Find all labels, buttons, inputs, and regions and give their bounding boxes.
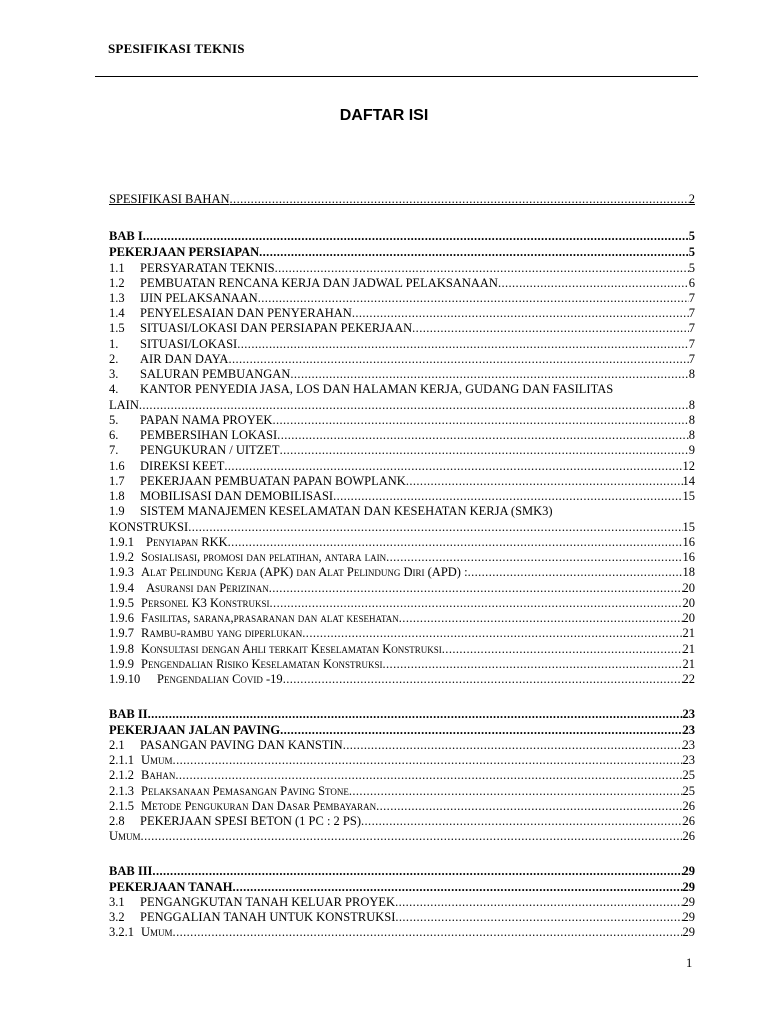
toc-page-number: 9	[688, 443, 695, 457]
toc-entry[interactable]: 1.9.4 Asuransi dan Perizinan ..... 20	[109, 581, 695, 596]
toc-entry[interactable]: 2.1.3 Pelaksanaan Pemasangan Paving Stone ..... 25	[109, 784, 695, 799]
dot-leader	[283, 672, 683, 687]
dot-leader	[442, 642, 683, 657]
toc-entry[interactable]: LAIN ..... 8	[109, 398, 695, 413]
dot-leader	[280, 443, 689, 458]
toc-page-number: 6	[688, 276, 695, 290]
toc-page-number: 15	[682, 489, 695, 503]
dot-leader	[269, 581, 683, 596]
toc-entry[interactable]: BAB III ..... 29	[109, 864, 695, 879]
toc-entry[interactable]: PEKERJAAN TANAH ..... 29	[109, 880, 695, 895]
toc-entry[interactable]: 1.9.2 Sosialisasi, promosi dan pelatihan, antara lain ..... 16	[109, 550, 695, 565]
toc-entry[interactable]: 2.1.2 Bahan ..... 25	[109, 768, 695, 783]
toc-page-number: 22	[682, 672, 695, 686]
dot-leader	[148, 707, 683, 722]
toc-entry[interactable]: 7. PENGUKURAN / UITZET ..... 9	[109, 443, 695, 458]
toc-page-number: 26	[682, 829, 695, 843]
toc-page-number: 23	[682, 723, 695, 737]
toc-page-number: 7	[688, 306, 695, 320]
toc-entry[interactable]: 2.8 PEKERJAAN SPESI BETON (1 PC : 2 PS) ..... 26	[109, 814, 695, 829]
dot-leader	[343, 738, 683, 753]
dot-leader	[412, 321, 689, 336]
dot-leader	[349, 784, 683, 799]
toc-entry[interactable]: PEKERJAAN JALAN PAVING ..... 23	[109, 723, 695, 738]
toc-page-number: 29	[682, 910, 695, 924]
toc-page-number: 7	[688, 321, 695, 335]
toc-page-number: 7	[688, 291, 695, 305]
toc-page-number: 8	[688, 413, 695, 427]
toc-page-number: 5	[688, 261, 695, 275]
toc-page-number: 20	[682, 596, 695, 610]
dot-leader	[333, 489, 682, 504]
toc-entry[interactable]: BAB II ..... 23	[109, 707, 695, 722]
dot-leader	[280, 723, 682, 738]
dot-leader	[376, 799, 682, 814]
dot-leader	[188, 520, 682, 535]
dot-leader	[383, 657, 683, 672]
toc-page-number: 29	[682, 925, 695, 939]
dot-leader	[270, 596, 683, 611]
toc-entry[interactable]: 5. PAPAN NAMA PROYEK ..... 8	[109, 413, 695, 428]
toc-entry[interactable]: 6. PEMBERSIHAN LOKASI ..... 8	[109, 428, 695, 443]
toc-page-number: 26	[682, 799, 695, 813]
dot-leader	[258, 291, 689, 306]
toc-page-number: 16	[682, 535, 695, 549]
dot-leader	[468, 565, 683, 580]
toc-page-number: 7	[688, 352, 695, 366]
dot-leader	[152, 864, 682, 879]
toc-page-number: 2	[688, 192, 695, 206]
toc-page-number: 20	[682, 581, 695, 595]
toc-page-number: 29	[682, 864, 695, 878]
dot-leader	[302, 626, 682, 641]
toc-entry[interactable]: 1. SITUASI/LOKASI ..... 7	[109, 337, 695, 352]
toc-entry[interactable]: 1.8 MOBILISASI DAN DEMOBILISASI ..... 15	[109, 489, 695, 504]
dot-leader	[275, 261, 689, 276]
toc-page-number: 21	[682, 626, 695, 640]
toc-page-number: 23	[682, 753, 695, 767]
toc-page-number: 29	[682, 895, 695, 909]
toc-entry[interactable]: SPESIFIKASI BAHAN ..... 2	[109, 192, 695, 207]
dot-leader	[224, 459, 682, 474]
dot-leader	[143, 229, 689, 244]
toc-page-number: 25	[682, 784, 695, 798]
page-number: 1	[686, 956, 693, 970]
toc-page-number: 21	[682, 642, 695, 656]
dot-leader	[230, 192, 689, 207]
dot-leader	[395, 895, 682, 910]
dot-leader	[237, 337, 689, 352]
toc-entry[interactable]: 3.2 PENGGALIAN TANAH UNTUK KONSTRUKSI ..... 29	[109, 910, 695, 925]
toc-page-number: 25	[682, 768, 695, 782]
toc-entry[interactable]: PEKERJAAN PERSIAPAN ..... 5	[109, 245, 695, 260]
dot-leader	[228, 535, 683, 550]
dot-leader	[406, 474, 683, 489]
toc-entry[interactable]: 1.4 PENYELESAIAN DAN PENYERAHAN ..... 7	[109, 306, 695, 321]
toc-page-number: 16	[682, 550, 695, 564]
toc-entry[interactable]: 1.3 IJIN PELAKSANAAN ..... 7	[109, 291, 695, 306]
toc-entry[interactable]: 1.9.1 Penyiapan RKK ..... 16	[109, 535, 695, 550]
toc-entry[interactable]: 3.2.1 Umum ..... 29	[109, 925, 695, 940]
toc-entry[interactable]: 1.5 SITUASI/LOKASI DAN PERSIAPAN PEKERJAAN ..... 7	[109, 321, 695, 336]
dot-leader	[259, 245, 689, 260]
toc-page-number: 5	[688, 229, 695, 243]
dot-leader	[139, 398, 689, 413]
toc-page-number: 29	[682, 880, 695, 894]
toc-entry[interactable]: 2. AIR DAN DAYA ..... 7	[109, 352, 695, 367]
toc-page-number: 21	[682, 657, 695, 671]
dot-leader	[175, 768, 682, 783]
toc-entry[interactable]: BAB I ..... 5	[109, 229, 695, 244]
running-header-title: SPESIFIKASI TEKNIS	[108, 41, 245, 56]
toc-entry[interactable]: 1.9.3 Alat Pelindung Kerja (APK) dan Alat Pelindung Diri (APD) : ..... 18	[109, 565, 695, 580]
toc-entry[interactable]: 1.1 PERSYARATAN TEKNIS ..... 5	[109, 261, 695, 276]
dot-leader	[233, 880, 683, 895]
dot-leader	[228, 352, 688, 367]
toc-page-number: 18	[682, 565, 695, 579]
toc-page-number: 5	[688, 245, 695, 259]
toc-page-number: 8	[688, 367, 695, 381]
toc-entry[interactable]: KONSTRUKSI ..... 15	[109, 520, 695, 535]
toc-entry-wrapped[interactable]: 4. KANTOR PENYEDIA JASA, LOS DAN HALAMAN KERJA, GUDANG DAN FASILITAS	[109, 382, 614, 396]
toc-entry[interactable]: 1.9.10 Pengendalian Covid -19 ..... 22	[109, 672, 695, 687]
dot-leader	[498, 276, 689, 291]
toc-page-number: 12	[682, 459, 695, 473]
dot-leader	[290, 367, 688, 382]
dot-leader	[173, 753, 683, 768]
dot-leader	[386, 550, 682, 565]
dot-leader	[272, 413, 688, 428]
toc-entry[interactable]: 1.9.5 Personel K3 Konstruksi ..... 20	[109, 596, 695, 611]
header-divider	[95, 76, 698, 77]
dot-leader	[277, 428, 689, 443]
dot-leader	[173, 925, 683, 940]
toc-page-number: 14	[682, 474, 695, 488]
toc-page-number: 23	[682, 707, 695, 721]
toc-entry[interactable]: Umum ..... 26	[109, 829, 695, 844]
toc-entry-wrapped[interactable]: 1.9 SISTEM MANAJEMEN KESELAMATAN DAN KESEHATAN KERJA (SMK3)	[109, 504, 553, 518]
page-title: DAFTAR ISI	[339, 107, 429, 124]
toc-entry[interactable]: 1.9.7 Rambu-rambu yang diperlukan ..... 21	[109, 626, 695, 641]
toc-page-number: 15	[682, 520, 695, 534]
toc-entry[interactable]: 1.6 DIREKSI KEET ..... 12	[109, 459, 695, 474]
toc-entry[interactable]: 2.1 PASANGAN PAVING DAN KANSTIN ..... 23	[109, 738, 695, 753]
dot-leader	[399, 611, 683, 626]
dot-leader	[395, 910, 682, 925]
dot-leader	[361, 814, 683, 829]
toc-page-number: 23	[682, 738, 695, 752]
dot-leader	[141, 829, 683, 844]
toc-entry[interactable]: 2.1.5 Metode Pengukuran Dan Dasar Pembayaran ..... 26	[109, 799, 695, 814]
toc-entry[interactable]: 1.2 PEMBUATAN RENCANA KERJA DAN JADWAL PELAKSANAAN ..... 6	[109, 276, 695, 291]
toc-entry[interactable]: 1.7 PEKERJAAN PEMBUATAN PAPAN BOWPLANK ..... 14	[109, 474, 695, 489]
toc-page-number: 7	[688, 337, 695, 351]
toc-entry[interactable]: 3. SALURAN PEMBUANGAN ..... 8	[109, 367, 695, 382]
toc-entry[interactable]: 2.1.1 Umum ..... 23	[109, 753, 695, 768]
dot-leader	[352, 306, 689, 321]
toc-entry[interactable]: 1.9.9 Pengendalian Risiko Keselamatan Konstruksi ..... 21	[109, 657, 695, 672]
toc-page-number: 20	[682, 611, 695, 625]
toc-entry[interactable]: 1.9.8 Konsultasi dengan Ahli terkait Keselamatan Konstruksi ..... 21	[109, 642, 695, 657]
toc-entry[interactable]: 3.1 PENGANGKUTAN TANAH KELUAR PROYEK ..... 29	[109, 895, 695, 910]
toc-page-number: 8	[688, 398, 695, 412]
toc-page-number: 8	[688, 428, 695, 442]
toc-page-number: 26	[682, 814, 695, 828]
toc-entry[interactable]: 1.9.6 Fasilitas, sarana,prasaranan dan alat kesehatan ..... 20	[109, 611, 695, 626]
